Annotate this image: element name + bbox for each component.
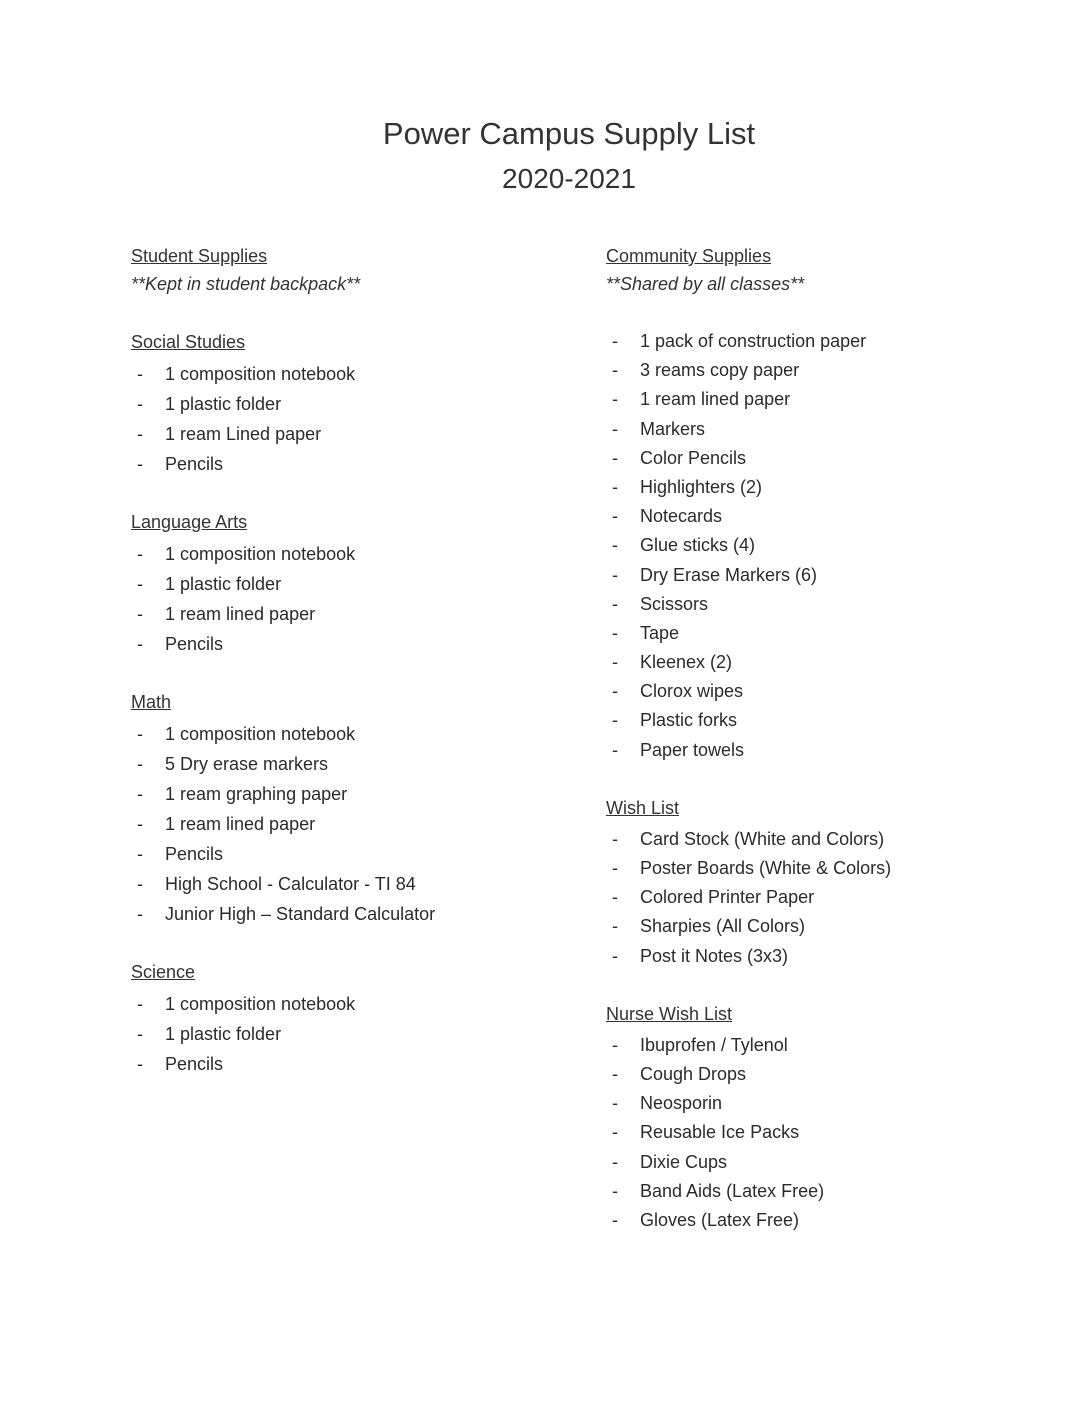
community-supplies-column: [606, 243, 1046, 1265]
list-item: - Reusable Ice Packs: [606, 1118, 1046, 1147]
list-item: - Glue sticks (4): [606, 531, 1046, 560]
nurse-wish-list-section: [606, 1001, 1046, 1235]
list-item: - 1 ream lined paper: [131, 809, 571, 839]
list-item: - 3 reams copy paper: [606, 356, 1046, 385]
language-arts-section: [131, 509, 571, 659]
community-supplies-heading: Community Supplies: [606, 246, 772, 266]
supply-list: [131, 719, 571, 929]
list-item: - Gloves (Latex Free): [606, 1206, 1046, 1235]
list-item: - 1 composition notebook: [131, 359, 571, 389]
list-item: - 1 ream lined paper: [606, 385, 1046, 414]
list-item: - Sharpies (All Colors): [606, 912, 1046, 941]
list-item: - Colored Printer Paper: [606, 883, 1046, 912]
supply-list: [131, 989, 571, 1079]
science-section: [131, 959, 571, 1079]
school-year: 2020-2021: [502, 163, 636, 194]
list-item: - Junior High – Standard Calculator: [131, 899, 571, 929]
list-item: - Pencils: [131, 629, 571, 659]
supply-list: [606, 1031, 1046, 1235]
math-section: [131, 689, 571, 929]
list-item: - Paper towels: [606, 736, 1046, 765]
supply-list: [606, 825, 1046, 971]
community-items-section: [606, 327, 1046, 765]
list-item: - Pencils: [131, 449, 571, 479]
list-item: - Post it Notes (3x3): [606, 942, 1046, 971]
list-item: - 1 ream graphing paper: [131, 779, 571, 809]
list-item: - Kleenex (2): [606, 648, 1046, 677]
section-heading: Social Studies: [131, 332, 246, 352]
list-item: - Highlighters (2): [606, 473, 1046, 502]
list-item: - 5 Dry erase markers: [131, 749, 571, 779]
list-item: - 1 plastic folder: [131, 389, 571, 419]
section-heading: Nurse Wish List: [606, 1003, 733, 1024]
list-item: - 1 ream Lined paper: [131, 419, 571, 449]
list-item: - 1 composition notebook: [131, 539, 571, 569]
list-item: - Cough Drops: [606, 1060, 1046, 1089]
list-item: - Scissors: [606, 590, 1046, 619]
list-item: - 1 composition notebook: [131, 989, 571, 1019]
list-item: - Color Pencils: [606, 444, 1046, 473]
list-item: - Card Stock (White and Colors): [606, 825, 1046, 854]
social-studies-section: [131, 329, 571, 479]
list-item: - Clorox wipes: [606, 677, 1046, 706]
section-heading: Language Arts: [131, 512, 248, 532]
list-item: - 1 ream lined paper: [131, 599, 571, 629]
page-title: Power Campus Supply List: [382, 116, 756, 151]
student-supplies-heading: Student Supplies: [131, 246, 268, 266]
list-item: - Dry Erase Markers (6): [606, 561, 1046, 590]
section-heading: Wish List: [606, 797, 680, 818]
list-item: - Notecards: [606, 502, 1046, 531]
list-item: - Poster Boards (White & Colors): [606, 854, 1046, 883]
list-item: - 1 composition notebook: [131, 719, 571, 749]
wish-list-section: [606, 795, 1046, 971]
community-supplies-note: **Shared by all classes**: [606, 274, 805, 294]
section-heading: Math: [131, 692, 172, 712]
list-item: - 1 plastic folder: [131, 569, 571, 599]
supply-list: [131, 359, 571, 479]
list-item: - Plastic forks: [606, 706, 1046, 735]
list-item: - 1 plastic folder: [131, 1019, 571, 1049]
list-item: - Markers: [606, 415, 1046, 444]
student-supplies-column: [131, 243, 571, 1109]
list-item: - Ibuprofen / Tylenol: [606, 1031, 1046, 1060]
list-item: - High School - Calculator - TI 84: [131, 869, 571, 899]
list-item: - Pencils: [131, 839, 571, 869]
supply-list: [131, 539, 571, 659]
list-item: - Dixie Cups: [606, 1148, 1046, 1177]
list-item: - Pencils: [131, 1049, 571, 1079]
student-supplies-note: **Kept in student backpack**: [131, 274, 361, 294]
list-item: - Tape: [606, 619, 1046, 648]
list-item: - 1 pack of construction paper: [606, 327, 1046, 356]
supply-list: [606, 327, 1046, 765]
list-item: - Neosporin: [606, 1089, 1046, 1118]
list-item: - Band Aids (Latex Free): [606, 1177, 1046, 1206]
section-heading: Science: [131, 962, 196, 982]
